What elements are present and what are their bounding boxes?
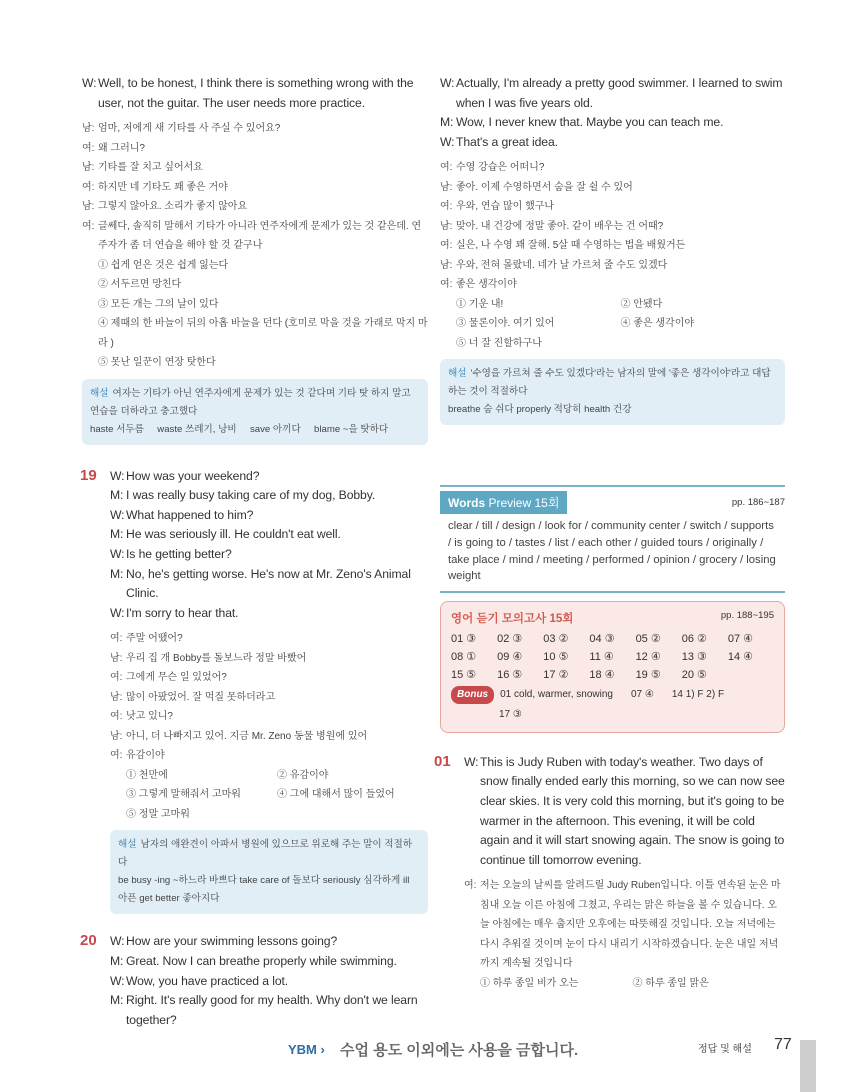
answer-options-row (464, 974, 785, 994)
dialogue-line (110, 604, 428, 624)
speaker: 남: (110, 691, 123, 703)
dialogue-line (440, 113, 785, 133)
speaker: 남: (440, 220, 453, 232)
dialogue-line (110, 525, 428, 545)
speaker: W: (440, 76, 455, 90)
speaker: 여: (82, 142, 95, 154)
answer-item: 16 ⑤ (497, 668, 523, 681)
explanation-text: '수영을 가르쳐 줄 수도 있겠다'라는 남자의 말에 '좋은 생각이야'라고 대답하는 것이 적절하다 (448, 368, 771, 398)
answer-option: ⑤ 정말 고마워 (126, 808, 190, 820)
answer-option: ⑤ 못난 일꾼이 연장 탓한다 (98, 357, 216, 369)
answer-option (621, 334, 786, 354)
explanation-box (110, 830, 428, 914)
speaker: M: (110, 488, 124, 503)
speaker: 여: (110, 633, 123, 645)
words-list: clear / till / design / look for / community center / switch / supports / is going to / tastes / list / each other / guided tours / originally / take place / mind / meeting / performed / opinion / grocery / losing weight (440, 514, 785, 592)
answer-item: 12 ④ (635, 650, 661, 663)
line-text: 기타를 잘 치고 싶어서요 (98, 162, 203, 174)
korean-line (110, 727, 428, 747)
line-text: No, he's getting worse. He's now at Mr. Zeno's Animal Clinic. (126, 566, 411, 601)
korean-line (82, 139, 428, 159)
answer-option: ② 안됐다 (620, 298, 663, 310)
speaker: 여: (82, 181, 95, 193)
vocab-list: haste 서두름 waste 쓰레기, 낭비 save 아끼다 blame ~을 탓하다 (90, 423, 389, 435)
line-text: 저는 오늘의 날씨를 알려드릴 Judy Ruben입니다. 이틀 연속된 눈은 마침내 오늘 이른 아침에 그쳤고, 우리는 맑은 하늘을 볼 수 있습니다. 오늘 아침에는 매우 춥지만 오후에는 따뜻해질 것입니다. 오늘 저녁에는 다시 추워질 것이며 눈이 다시 내리기 시작하겠습니다. 눈은 내일 저녁까지 계속될 것입니다 (480, 880, 781, 970)
answer-item: 04 ③ (589, 632, 615, 645)
line-text: 우리 집 개 Bobby를 돌보느라 정말 바빴어 (126, 652, 307, 664)
korean-line (440, 158, 785, 178)
line-text: What happened to him? (126, 507, 254, 522)
line-text: How was your weekend? (126, 468, 260, 483)
korean-line (110, 746, 428, 766)
line-text: Great. Now I can breathe properly while swimming. (126, 954, 397, 969)
dialogue-line (110, 565, 428, 604)
answer-item: 19 ⑤ (635, 668, 661, 681)
speaker: W: (110, 973, 125, 988)
usage-notice: 수업 용도 이외에는 사용을 금합니다. (340, 1042, 579, 1059)
left-column (82, 74, 428, 1030)
question-number: 20 (80, 932, 97, 950)
speaker: 남: (110, 652, 123, 664)
dialogue-line (440, 74, 785, 113)
bonus-row (451, 706, 774, 724)
answer-key-box (440, 601, 785, 733)
korean-line (82, 178, 428, 198)
speaker: W: (110, 605, 125, 620)
korean-line (110, 688, 428, 708)
korean-line (440, 197, 785, 217)
speaker: 남: (440, 181, 453, 193)
bonus-tag: Bonus (451, 686, 494, 704)
speaker: W: (464, 754, 479, 769)
answer-option: ③ 모든 개는 그의 날이 있다 (98, 298, 219, 310)
speaker: W: (110, 547, 125, 562)
korean-line (82, 217, 428, 256)
q18-dialogue (82, 74, 428, 113)
answer-options-row (110, 785, 428, 805)
explanation-tag: 해설 (90, 387, 109, 399)
line-text: This is Judy Ruben with today's weather. Two days of snow finally ended early this morning, so we can now see clear skies. It is very cold this morning, but it's going to be warmer in the afternoon. This evening, it will be cold again and it will start snowing again. The snow is going to continue till tomorrow evening. (480, 754, 785, 867)
speaker: M: (110, 993, 124, 1008)
korean-line (110, 629, 428, 649)
answer-option: ④ 제때의 한 바늘이 뒤의 아홉 바늘을 던다 (호미로 막을 것을 가래로 막지 마라 ) (98, 318, 428, 349)
explanation-text: 남자의 애완견이 아파서 병원에 있으므로 위로해 주는 말이 적절하다 (118, 839, 413, 869)
answer-options-row (440, 295, 785, 315)
dialogue-line (110, 467, 428, 487)
speaker: W: (82, 76, 97, 90)
speaker: 여: (440, 162, 453, 174)
answer-option: ④ 좋은 생각이야 (620, 318, 695, 330)
line-text: 주말 어땠어? (126, 633, 183, 645)
line-text: Actually, I'm already a pretty good swimmer. I learned to swim when I was five years old. (456, 76, 783, 110)
explanation-tag: 해설 (118, 839, 137, 851)
page-range: pp. 186~187 (731, 497, 785, 509)
dialogue-line (110, 972, 428, 992)
question-number: 19 (80, 466, 97, 484)
page-number: 77 (774, 1036, 792, 1053)
answer-options-row (440, 334, 785, 354)
answer-option (277, 805, 428, 825)
speaker: 여: (440, 279, 453, 291)
page-range: pp. 188~195 (720, 609, 774, 621)
vocab-list: be busy -ing ~하느라 바쁘다 take care of 돌보다 seriously 심각하게 ill 아픈 get better 좋아지다 (118, 875, 410, 905)
chevron-right-icon: › (320, 1042, 325, 1057)
answer-option: ② 유감이야 (277, 769, 329, 781)
answer-options-row (110, 805, 428, 825)
answer-option: ① 기운 내! (456, 298, 504, 310)
line-text: 실은, 나 수영 꽤 잘해. 5살 때 수영하는 법을 배웠거든 (456, 240, 686, 252)
answer-option: ① 하루 종일 비가 오는 (480, 977, 579, 989)
line-text: 하지만 네 기타도 꽤 좋은 거야 (98, 181, 228, 193)
q01-section (434, 752, 785, 994)
line-text: 우와, 전혀 몰랐네. 네가 날 가르쳐 줄 수도 있겠다 (456, 259, 668, 271)
answer-option: ② 서두르면 망친다 (98, 279, 182, 291)
answer-item: 20 ⑤ (681, 668, 707, 681)
line-text: 아니, 더 나빠지고 있어. 지금 Mr. Zeno 동물 병원에 있어 (126, 730, 368, 742)
answer-options-row (110, 766, 428, 786)
speaker: W: (110, 934, 125, 949)
dialogue-line (464, 753, 785, 871)
brand-text: YBM (288, 1042, 317, 1057)
speaker: 남: (82, 123, 95, 135)
line-text: 그에게 무슨 일 있었어? (126, 672, 227, 684)
speaker: 남: (82, 201, 95, 213)
korean-line (440, 275, 785, 295)
line-text: Right. It's really good for my health. Why don't we learn together? (126, 993, 418, 1027)
speaker: M: (110, 954, 124, 969)
answer-item: 10 ⑤ (543, 650, 569, 663)
line-text: 좋아. 이제 수영하면서 숨을 잘 쉴 수 있어 (456, 181, 633, 193)
speaker: 여: (82, 220, 95, 232)
line-text: I was really busy taking care of my dog, Bobby. (126, 488, 376, 503)
line-text: 글쎄다, 솔직히 말해서 기타가 아니라 연주자에게 문제가 있는 것 같은데. 연주자가 좀 더 연습을 해야 할 것 같구나 (98, 220, 422, 252)
line-text: 왜 그러니? (98, 142, 145, 154)
line-text: 유감이야 (126, 750, 165, 762)
answer-option: ① 쉽게 얻은 것은 쉽게 잃는다 (98, 259, 229, 271)
line-text: 그렇지 않아요. 소리가 좋지 않아요 (98, 201, 248, 213)
dialogue-line (110, 506, 428, 526)
answer-item: 02 ③ (497, 632, 523, 645)
answer-item: 08 ① (451, 650, 477, 663)
answer-item: 03 ② (543, 632, 569, 645)
section-label: 정답 및 해설 (698, 1044, 752, 1055)
answer-option: ⑤ 너 잘 진할하구나 (456, 337, 542, 349)
title-sub: Preview 15회 (488, 496, 560, 511)
korean-line (110, 649, 428, 669)
answer-item: 17 ② (543, 668, 569, 681)
answer-item: 01 ③ (451, 632, 477, 645)
answer-option: ③ 그렇게 말해줘서 고마워 (126, 789, 241, 801)
answer-option: ③ 물론이야. 여기 있어 (456, 318, 555, 330)
answer-item: 18 ④ (589, 668, 615, 681)
answer-item: 07 ④ (727, 632, 753, 645)
line-text: He was seriously ill. He couldn't eat well. (126, 527, 341, 542)
answer-option: ④ 그에 대해서 많이 들었어 (277, 789, 395, 801)
speaker: W: (110, 507, 125, 522)
dialogue-line (110, 486, 428, 506)
answer-item: 09 ④ (497, 650, 523, 663)
bonus-answer: 01 cold, warmer, snowing (500, 688, 613, 700)
speaker: 여: (110, 711, 123, 723)
speaker: M: (440, 115, 454, 130)
page-edge-tab (800, 1040, 816, 1092)
bonus-answer: 14 1) F 2) F (671, 688, 725, 700)
bonus-answer: 07 ④ (630, 688, 654, 700)
bonus-row (451, 686, 774, 704)
answer-options-row (440, 314, 785, 334)
speaker: M: (110, 566, 124, 581)
korean-line (440, 178, 785, 198)
dialogue-line (110, 932, 428, 952)
line-text: Is he getting better? (126, 547, 232, 562)
brand-logo (288, 1042, 325, 1057)
explanation-box (440, 359, 785, 425)
korean-line (440, 256, 785, 276)
korean-line (110, 668, 428, 688)
answer-grid (451, 630, 774, 684)
words-preview-title (440, 491, 567, 514)
answer-item: 11 ④ (589, 650, 614, 663)
dialogue-line (110, 545, 428, 565)
answer-key-title: 영어 듣기 모의고사 15회 (451, 612, 574, 625)
line-text: Wow, you have practiced a lot. (126, 973, 289, 988)
line-text: How are your swimming lessons going? (126, 934, 338, 949)
line-text: 우와, 연습 많이 했구나 (456, 201, 555, 213)
line-text: I'm sorry to hear that. (126, 605, 239, 620)
korean-line (464, 876, 785, 974)
q19-section (82, 467, 428, 915)
explanation-box (82, 379, 428, 445)
speaker: W: (440, 134, 455, 149)
line-text: 많이 아팠었어. 잘 먹질 못하더라고 (126, 691, 276, 703)
answer-item: 05 ② (635, 632, 661, 645)
answer-item: 13 ③ (681, 650, 707, 663)
line-text: 맞아. 내 건강에 정말 좋아. 같이 배우는 건 어때? (456, 220, 664, 232)
korean-line (82, 158, 428, 178)
speaker: 여: (110, 672, 123, 684)
korean-line (82, 197, 428, 217)
korean-line (82, 119, 428, 139)
korean-line (440, 217, 785, 237)
explanation-tag: 해설 (448, 368, 467, 380)
words-preview-box (440, 485, 785, 592)
q20-dialogue-cont (440, 74, 785, 152)
korean-line (110, 707, 428, 727)
answer-item: 06 ② (681, 632, 707, 645)
speaker: 남: (82, 162, 95, 174)
q20-section (82, 932, 428, 1030)
dialogue-line (110, 952, 428, 972)
line-text: Well, to be honest, I think there is something wrong with the user, not the guitar. The user needs more practice. (98, 76, 414, 110)
answer-item: 14 ④ (727, 650, 753, 663)
q18-korean (82, 119, 428, 373)
speaker: 여: (440, 240, 453, 252)
speaker: M: (110, 527, 124, 542)
line-text: 좋은 생각이야 (456, 279, 517, 291)
answer-option: ② 하루 종일 맑은 (632, 977, 709, 989)
line-text: 낫고 있니? (126, 711, 173, 723)
answer-item: 15 ⑤ (451, 668, 477, 681)
bonus-answer: 17 ③ (499, 708, 522, 720)
speaker: 남: (440, 259, 453, 271)
dialogue-line (110, 991, 428, 1030)
speaker: 여: (464, 880, 477, 892)
line-text: 수영 강습은 어떠니? (456, 162, 545, 174)
line-text: That's a great idea. (456, 134, 558, 149)
q20-korean (440, 158, 785, 353)
question-number: 01 (434, 752, 451, 770)
vocab-list: breathe 숨 쉬다 properly 적당히 health 건강 (448, 404, 632, 416)
korean-line (440, 236, 785, 256)
speaker: 여: (110, 750, 123, 762)
dialogue-line (82, 74, 428, 113)
speaker: 남: (110, 730, 123, 742)
right-column (434, 74, 785, 993)
speaker: 여: (440, 201, 453, 213)
dialogue-line (440, 133, 785, 153)
line-text: Wow, I never knew that. Maybe you can teach me. (456, 115, 724, 130)
explanation-text: 여자는 기타가 아닌 연주자에게 문제가 있는 것 같다며 기타 탓 하지 말고 연습을 더하라고 충고했다 (90, 387, 411, 417)
speaker: W: (110, 468, 125, 483)
answer-option: ① 천만에 (126, 769, 168, 781)
line-text: 엄마, 저에게 새 기타를 사 주실 수 있어요? (98, 123, 281, 135)
title-main: Words (448, 496, 486, 511)
